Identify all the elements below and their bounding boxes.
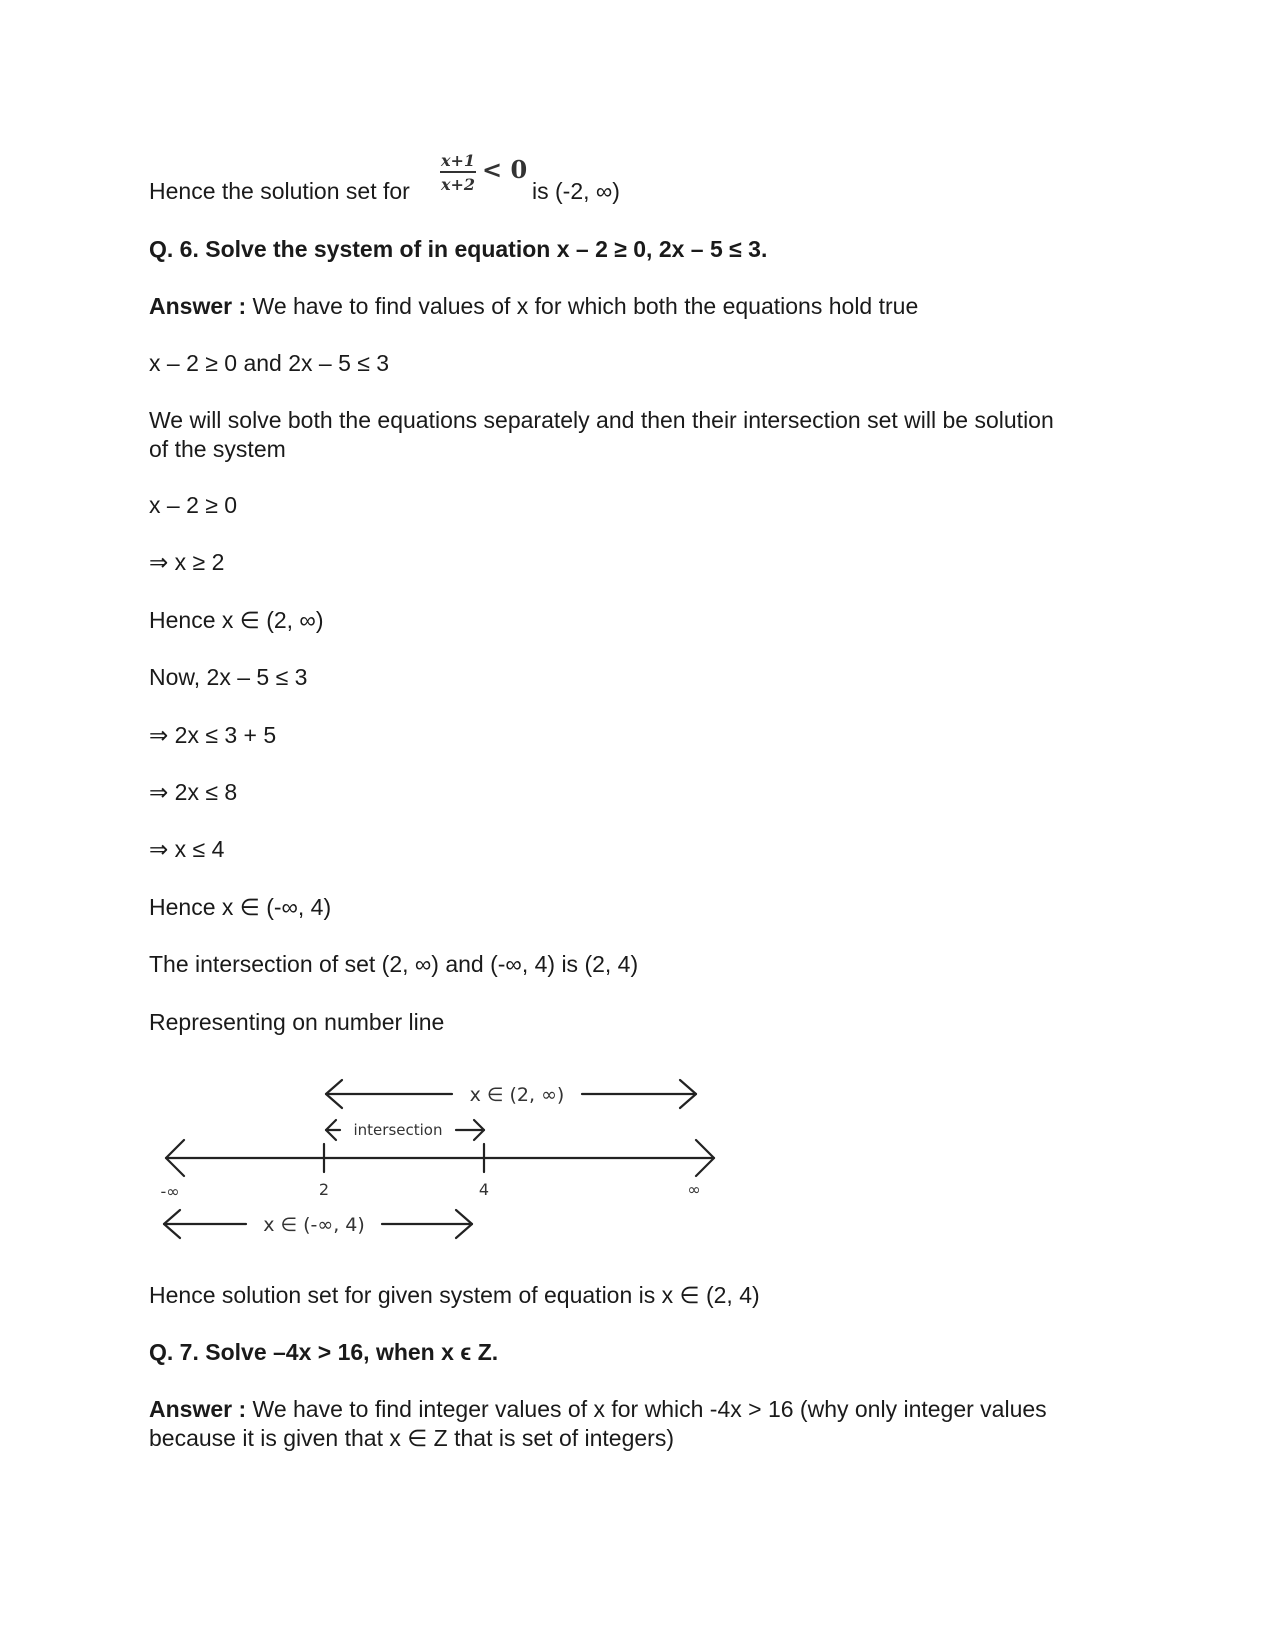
intersection-label: intersection [353,1121,443,1139]
fraction-relation: < 0 [482,155,528,184]
main-axis [166,1140,714,1176]
q6-line-2: We will solve both the equations separately and then their intersection set will be solution of the system [149,407,1054,462]
q6-line-1: x – 2 ≥ 0 and 2x – 5 ≤ 3 [149,350,390,376]
q6-line-4: ⇒ x ≥ 2 [149,549,225,575]
tick-label-4: 4 [478,1180,490,1199]
tick-label-pos-inf: ∞ [687,1180,701,1199]
tick-label-neg-inf: -∞ [160,1182,180,1201]
number-line-diagram [150,1078,730,1254]
intro-suffix: is (-2, ∞) [532,178,620,204]
q6-line-11: The intersection of set (2, ∞) and (-∞, 4) is (2, 4) [149,951,639,977]
fraction-graphic [438,148,534,204]
q6-answer-label: Answer : [149,293,247,319]
tick-label-2: 2 [318,1180,330,1199]
q6-line-12: Representing on number line [149,1009,445,1035]
intro-prefix: Hence the solution set for [149,178,410,204]
q6-answer-text: We have to find values of x for which both the equations hold true [246,293,919,319]
q6-answer [149,292,918,321]
q7-question: Q. 7. Solve –4x > 16, when x ϵ Z. [149,1339,499,1365]
q6-line-10: Hence x ∈ (-∞, 4) [149,894,332,920]
q6-question: Q. 6. Solve the system of in equation x – 2 ≥ 0, 2x – 5 ≤ 3. [149,236,768,262]
fraction-denominator: x+2 [440,175,476,194]
fraction-image [438,148,534,204]
q6-line-6: Now, 2x – 5 ≤ 3 [149,664,308,690]
q7-answer-label: Answer : [149,1396,247,1422]
q7-answer-text: We have to find integer values of x for which -4x > 16 (why only integer values because it is given that x ∈ Z that is set of integers) [149,1396,1047,1451]
number-line-svg [150,1078,730,1248]
bottom-range-label: x ∈ (-∞, 4) [263,1214,365,1236]
q6-line-9: ⇒ x ≤ 4 [149,836,225,862]
q7-answer [149,1395,1069,1453]
q6-line-8: ⇒ 2x ≤ 8 [149,779,238,805]
q6-line-7: ⇒ 2x ≤ 3 + 5 [149,722,277,748]
top-range-label: x ∈ (2, ∞) [469,1084,565,1106]
q6-line-5: Hence x ∈ (2, ∞) [149,607,324,633]
q6-line-3: x – 2 ≥ 0 [149,492,238,518]
q6-conclusion: Hence solution set for given system of equation is x ∈ (2, 4) [149,1282,760,1308]
fraction-numerator: x+1 [440,151,476,170]
